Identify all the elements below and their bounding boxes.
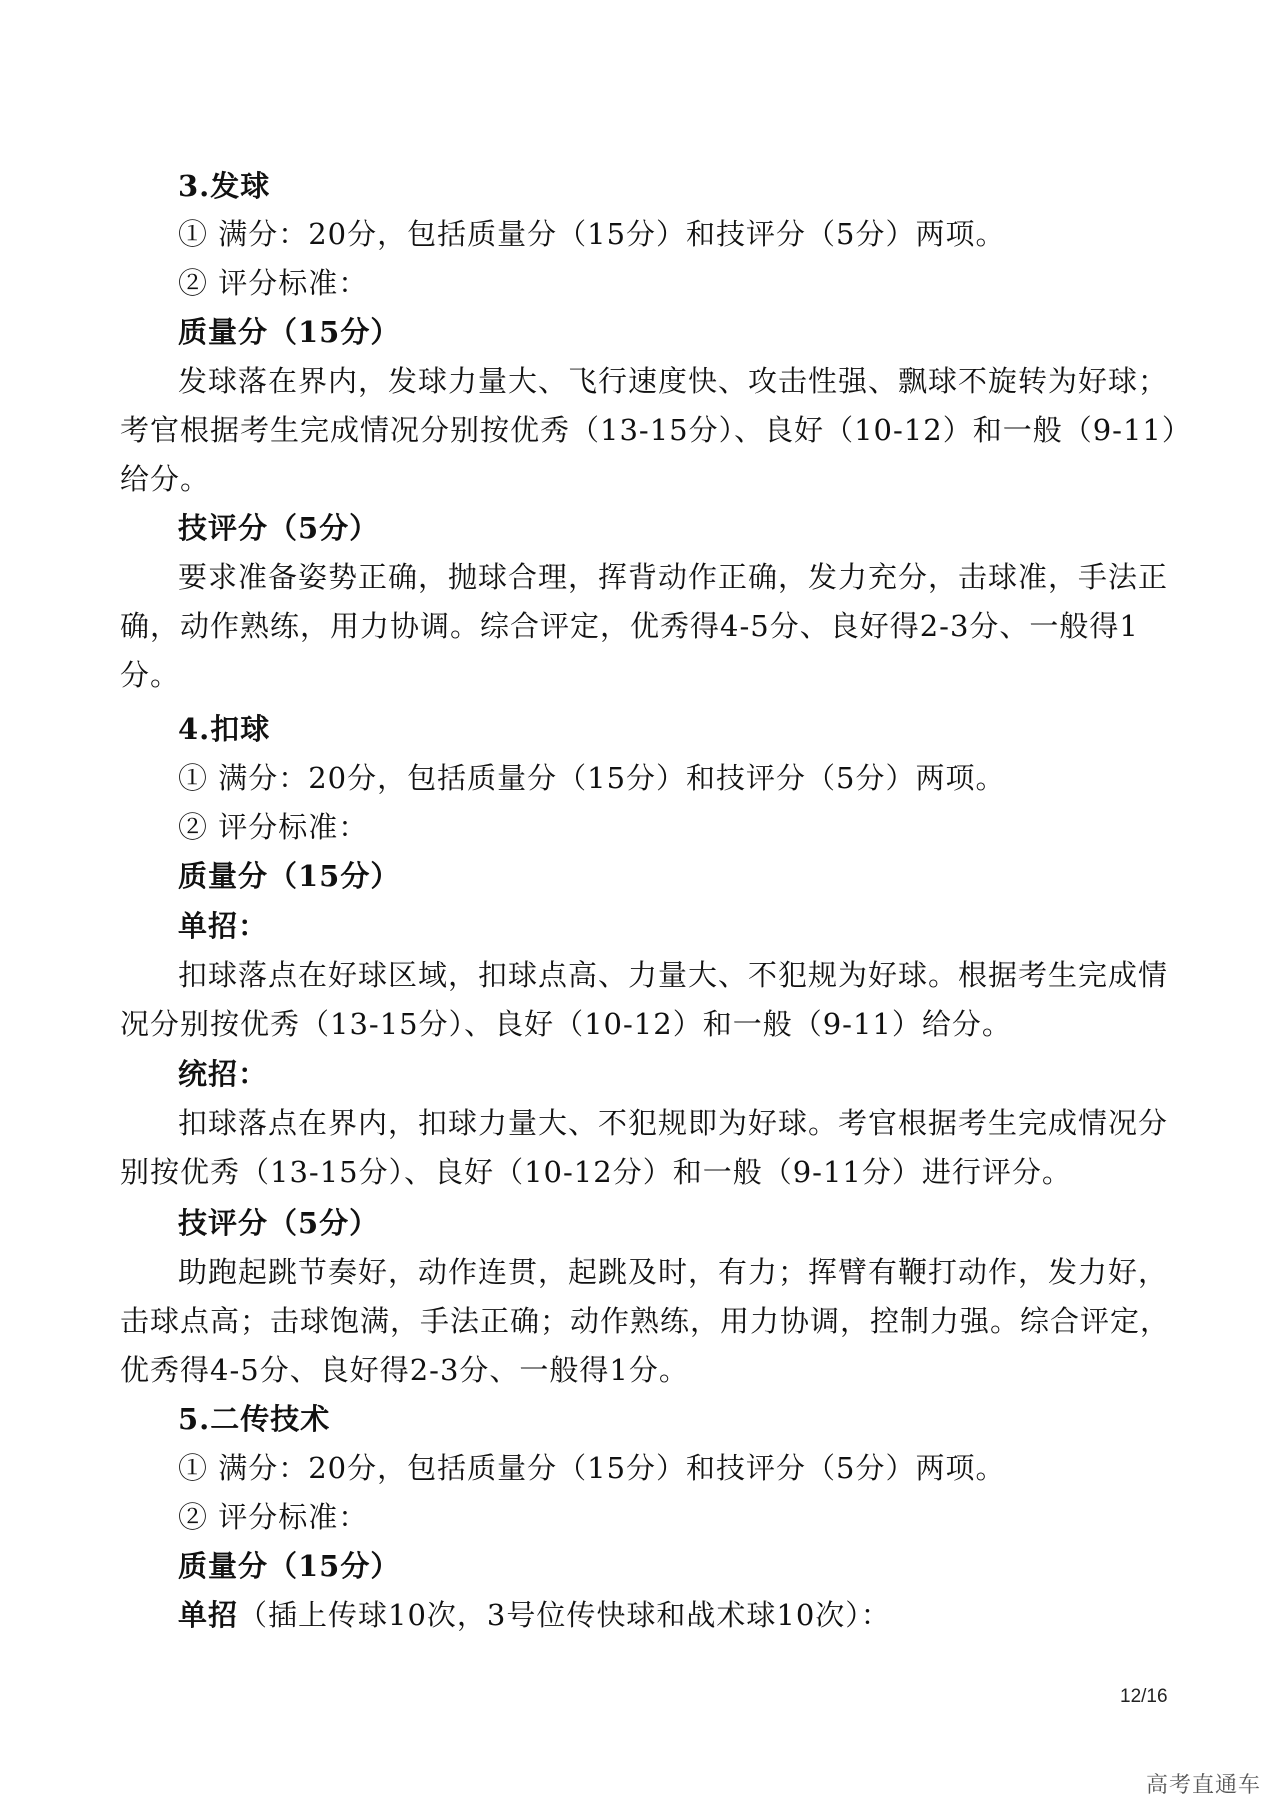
quality-heading: 质量分（15分） — [178, 859, 401, 893]
criteria-line: ② 评分标准： — [178, 810, 369, 844]
full-score-line: ① 满分：20分，包括质量分（15分）和技评分（5分）两项。 — [178, 217, 1006, 251]
criteria-line: ② 评分标准： — [178, 266, 369, 300]
tech-heading: 技评分（5分） — [178, 1206, 380, 1240]
paragraph-line: 况分别按优秀（13-15分）、良好（10-12）和一般（9-11）给分。 — [120, 1007, 1012, 1041]
paragraph-line: 优秀得4-5分、良好得2-3分、一般得1分。 — [120, 1353, 689, 1387]
paragraph-line: 助跑起跳节奏好，动作连贯，起跳及时，有力；挥臂有鞭打动作，发力好， — [178, 1255, 1169, 1289]
paragraph-line: 给分。 — [120, 462, 211, 496]
section-heading: 5.二传技术 — [178, 1402, 331, 1436]
paragraph-line: 要求准备姿势正确，抛球合理，挥背动作正确，发力充分，击球准，手法正 — [178, 560, 1169, 594]
paragraph-line: 击球点高；击球饱满，手法正确；动作熟练，用力协调，控制力强。综合评定， — [120, 1304, 1171, 1338]
quality-heading: 质量分（15分） — [178, 1549, 401, 1583]
single-heading: 单招 — [178, 1598, 239, 1632]
page-number: 12/16 — [1120, 1686, 1168, 1707]
paragraph-line: 发球落在界内，发球力量大、飞行速度快、攻击性强、飘球不旋转为好球； — [178, 364, 1169, 398]
paragraph-line: 扣球落点在界内，扣球力量大、不犯规即为好球。考官根据考生完成情况分 — [178, 1106, 1169, 1140]
section-heading: 3.发球 — [178, 169, 271, 203]
tech-heading: 技评分（5分） — [178, 511, 380, 545]
criteria-line: ② 评分标准： — [178, 1500, 369, 1534]
full-score-line: ① 满分：20分，包括质量分（15分）和技评分（5分）两项。 — [178, 1451, 1006, 1485]
single-note: （插上传球10次，3号位传快球和战术球10次）： — [238, 1598, 891, 1632]
quality-heading: 质量分（15分） — [178, 315, 401, 349]
full-score-line: ① 满分：20分，包括质量分（15分）和技评分（5分）两项。 — [178, 761, 1006, 795]
watermark: 高考直通车 — [1146, 1773, 1262, 1798]
paragraph-line: 考官根据考生完成情况分别按优秀（13-15分）、良好（10-12）和一般（9-11） — [120, 413, 1192, 447]
section-heading: 4.扣球 — [178, 712, 271, 746]
paragraph-line: 分。 — [120, 658, 181, 692]
unified-heading: 统招： — [178, 1057, 269, 1091]
paragraph-line: 别按优秀（13-15分）、良好（10-12分）和一般（9-11分）进行评分。 — [120, 1155, 1072, 1189]
single-line — [0, 1597, 1280, 1633]
paragraph-line: 扣球落点在好球区域，扣球点高、力量大、不犯规为好球。根据考生完成情 — [178, 958, 1169, 992]
single-heading: 单招： — [178, 909, 269, 943]
paragraph-line: 确，动作熟练，用力协调。综合评定，优秀得4-5分、良好得2-3分、一般得1 — [120, 609, 1139, 643]
